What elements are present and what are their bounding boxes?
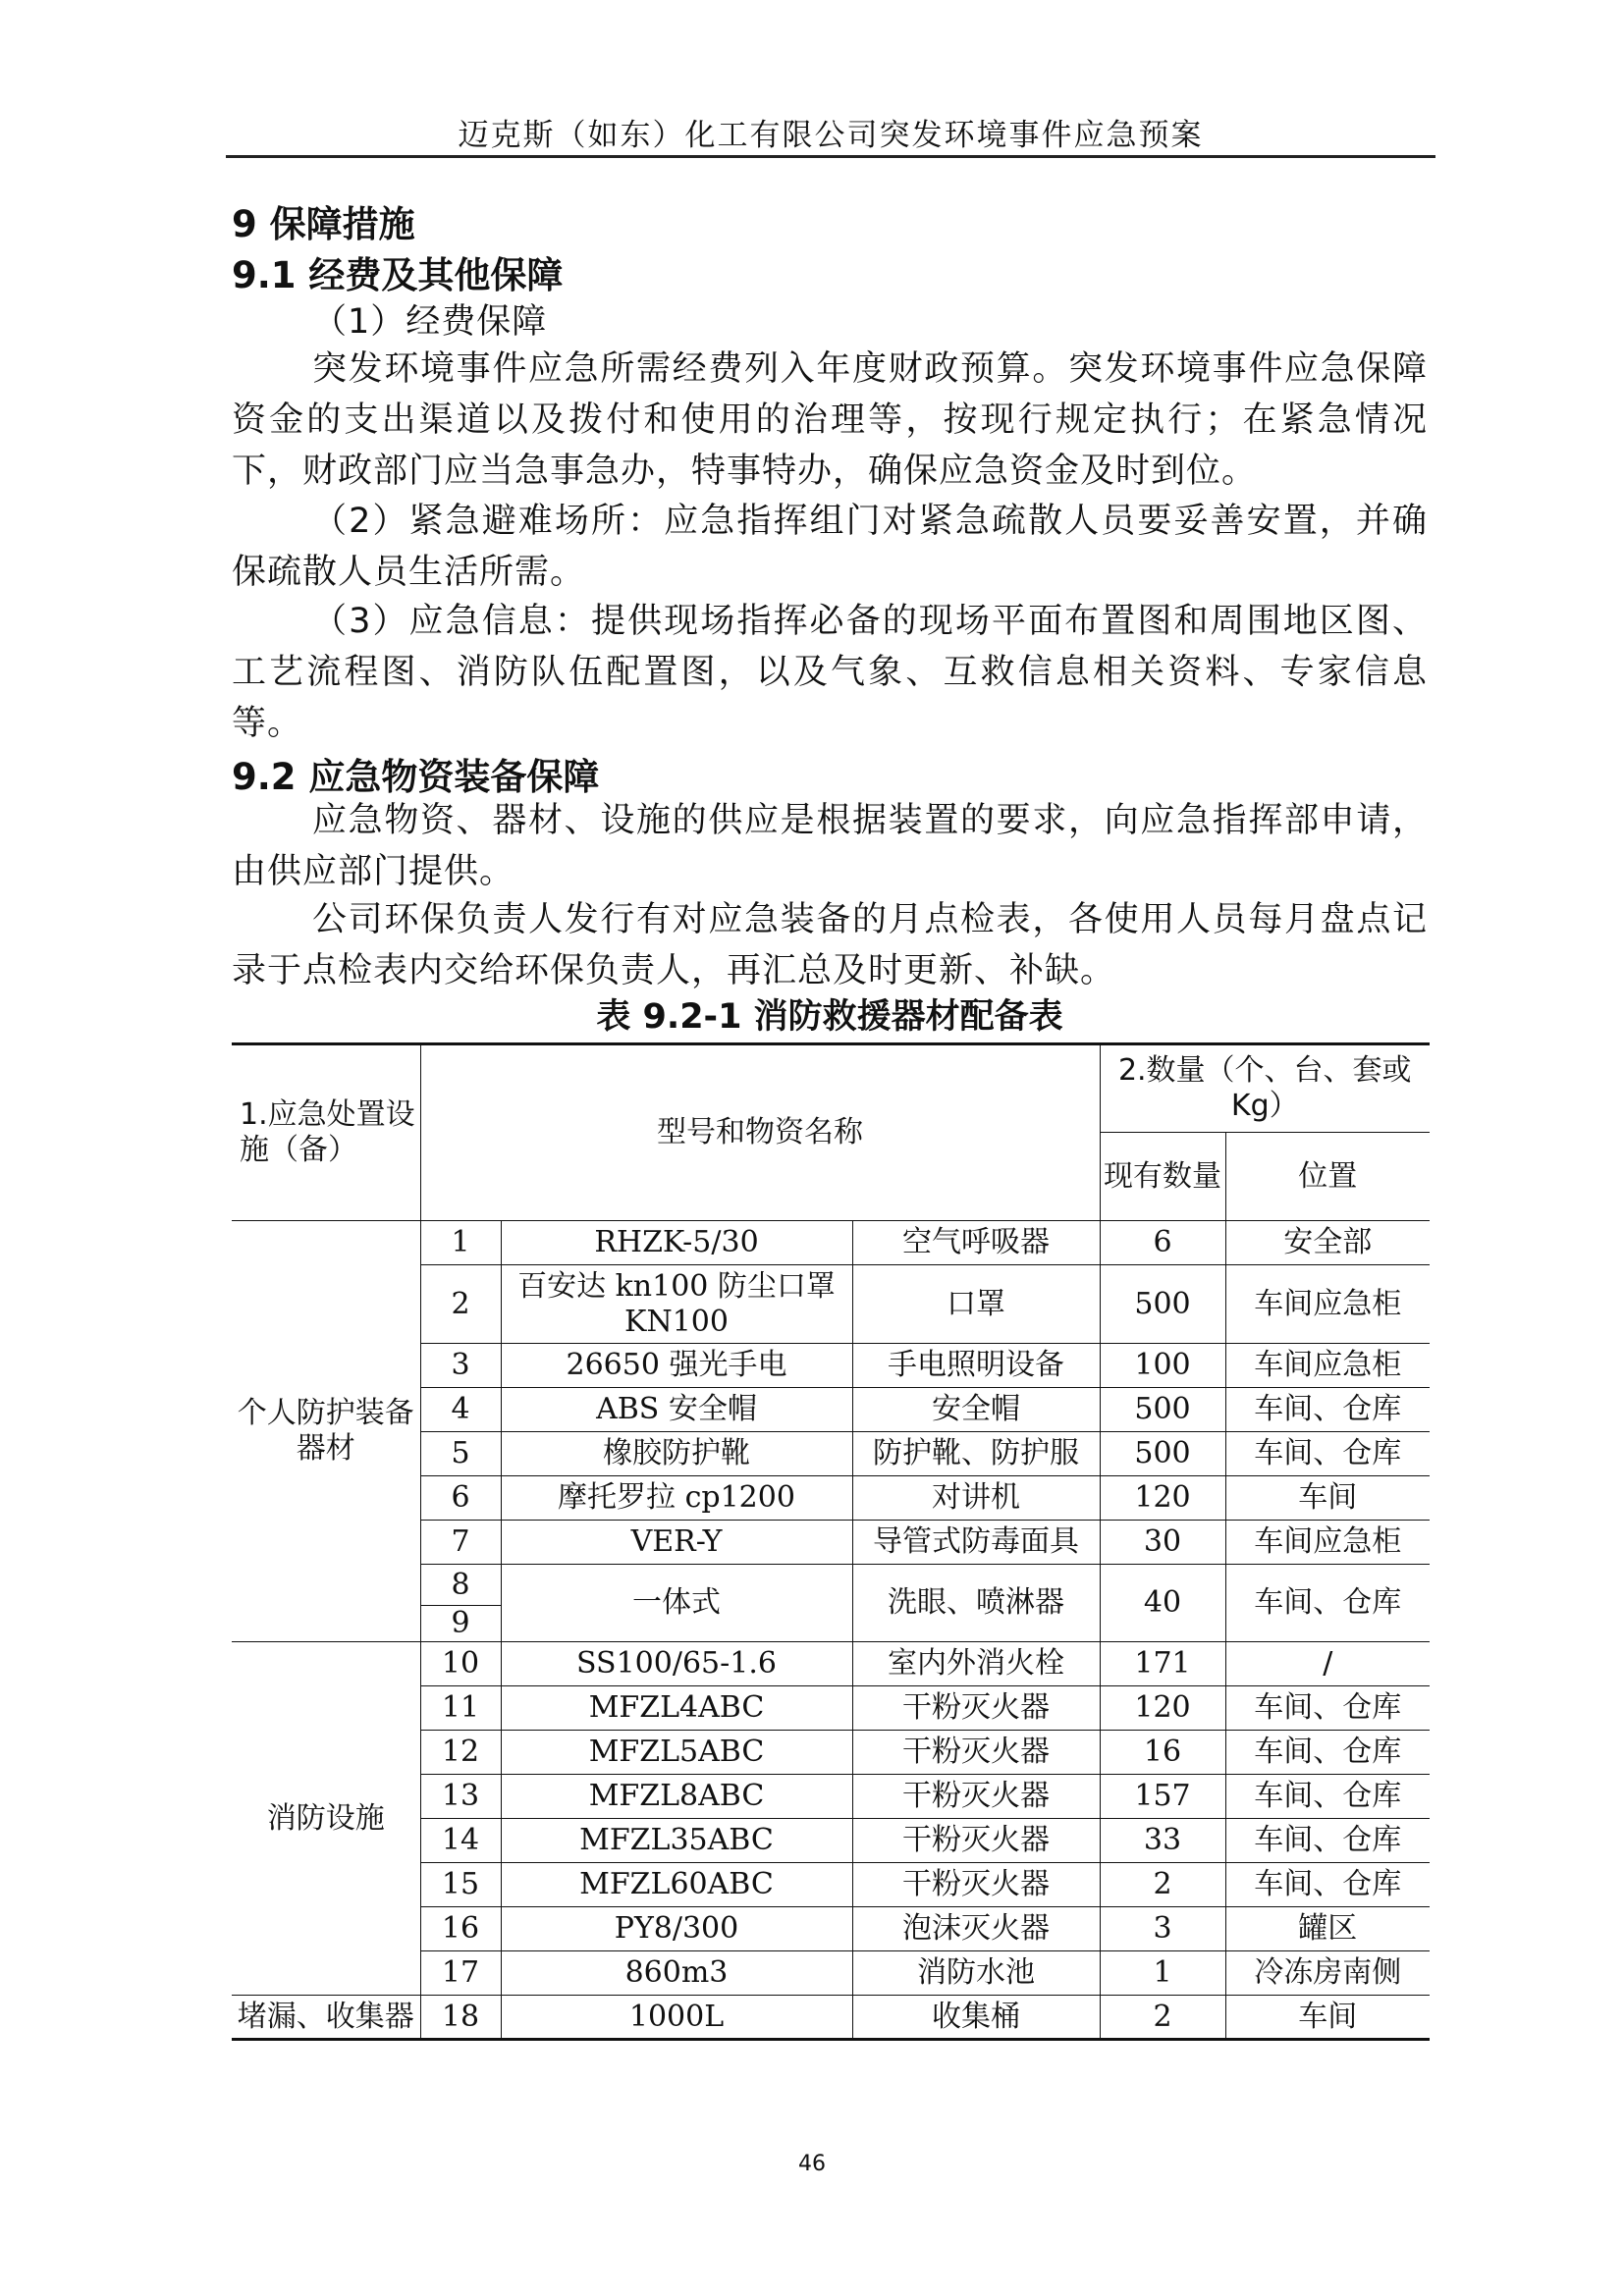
row-model: RHZK-5/30 bbox=[501, 1221, 852, 1265]
row-item: 洗眼、喷淋器 bbox=[852, 1565, 1100, 1642]
table-caption: 表 9.2-1 消防救援器材配备表 bbox=[596, 997, 1063, 1037]
paragraph-funding: 突发环境事件应急所需经费列入年度财政预算。突发环境事件应急保障资金的支出渠道以及拨付和使用的治理等，按现行规定执行；在紧急情况下，财政部门应当急事急办，特事特办，确保应急资金及时到位。 bbox=[232, 349, 1428, 491]
row-no: 6 bbox=[420, 1476, 501, 1521]
subsection-heading-9-2: 9.2 应急物资装备保障 bbox=[232, 756, 600, 798]
row-location: 安全部 bbox=[1225, 1221, 1430, 1265]
row-qty: 171 bbox=[1100, 1642, 1225, 1686]
header-rule bbox=[226, 155, 1435, 158]
row-model: 860m3 bbox=[501, 1951, 852, 1996]
row-model: MFZL8ABC bbox=[501, 1775, 852, 1819]
row-location: 车间、仓库 bbox=[1225, 1686, 1430, 1731]
row-model: MFZL4ABC bbox=[501, 1686, 852, 1731]
row-no: 14 bbox=[420, 1819, 501, 1863]
row-no: 9 bbox=[420, 1606, 501, 1642]
table-header-row bbox=[232, 1044, 1430, 1133]
row-qty: 120 bbox=[1100, 1476, 1225, 1521]
row-qty: 2 bbox=[1100, 1863, 1225, 1907]
row-model: PY8/300 bbox=[501, 1907, 852, 1951]
row-qty: 120 bbox=[1100, 1686, 1225, 1731]
row-item: 干粉灭火器 bbox=[852, 1863, 1100, 1907]
row-no: 16 bbox=[420, 1907, 501, 1951]
row-model: 橡胶防护靴 bbox=[501, 1432, 852, 1476]
row-location: 车间、仓库 bbox=[1225, 1731, 1430, 1775]
row-item: 收集桶 bbox=[852, 1996, 1100, 2040]
row-item: 消防水池 bbox=[852, 1951, 1100, 1996]
row-no: 15 bbox=[420, 1863, 501, 1907]
header-current-qty: 现有数量 bbox=[1100, 1133, 1225, 1221]
row-no: 4 bbox=[420, 1388, 501, 1432]
header-location: 位置 bbox=[1225, 1133, 1430, 1221]
row-model: 26650 强光手电 bbox=[501, 1344, 852, 1388]
row-qty: 16 bbox=[1100, 1731, 1225, 1775]
row-item: 导管式防毒面具 bbox=[852, 1521, 1100, 1565]
row-qty: 2 bbox=[1100, 1996, 1225, 2040]
item-1-title: （1）经费保障 bbox=[312, 302, 548, 342]
row-location: 车间应急柜 bbox=[1225, 1344, 1430, 1388]
row-model: SS100/65-1.6 bbox=[501, 1642, 852, 1686]
equipment-table bbox=[232, 1042, 1430, 2041]
row-item: 口罩 bbox=[852, 1265, 1100, 1344]
header-facility: 1.应急处置设施（备） bbox=[232, 1044, 420, 1221]
row-no: 2 bbox=[420, 1265, 501, 1344]
row-qty: 40 bbox=[1100, 1565, 1225, 1642]
row-qty: 500 bbox=[1100, 1265, 1225, 1344]
row-model: MFZL35ABC bbox=[501, 1819, 852, 1863]
row-no: 17 bbox=[420, 1951, 501, 1996]
row-qty: 500 bbox=[1100, 1388, 1225, 1432]
row-location: 车间应急柜 bbox=[1225, 1265, 1430, 1344]
row-no: 10 bbox=[420, 1642, 501, 1686]
row-location: / bbox=[1225, 1642, 1430, 1686]
row-location: 车间、仓库 bbox=[1225, 1388, 1430, 1432]
section-heading: 9 保障措施 bbox=[232, 203, 415, 245]
group-leak-collection: 堵漏、收集器 bbox=[232, 1996, 420, 2040]
row-model: 摩托罗拉 cp1200 bbox=[501, 1476, 852, 1521]
table-row bbox=[232, 1642, 1430, 1686]
row-no: 7 bbox=[420, 1521, 501, 1565]
header-quantity-group: 2.数量（个、台、套或Kg） bbox=[1100, 1044, 1430, 1133]
row-model: MFZL60ABC bbox=[501, 1863, 852, 1907]
row-location: 车间应急柜 bbox=[1225, 1521, 1430, 1565]
row-qty: 157 bbox=[1100, 1775, 1225, 1819]
row-model: 百安达 kn100 防尘口罩 KN100 bbox=[501, 1265, 852, 1344]
page-number: 46 bbox=[798, 2152, 826, 2176]
table-row bbox=[232, 1996, 1430, 2040]
row-location: 车间、仓库 bbox=[1225, 1819, 1430, 1863]
row-qty: 6 bbox=[1100, 1221, 1225, 1265]
row-item: 手电照明设备 bbox=[852, 1344, 1100, 1388]
row-item: 防护靴、防护服 bbox=[852, 1432, 1100, 1476]
row-model: VER-Y bbox=[501, 1521, 852, 1565]
row-location: 车间 bbox=[1225, 1996, 1430, 2040]
header-name: 型号和物资名称 bbox=[420, 1044, 1100, 1221]
row-model: MFZL5ABC bbox=[501, 1731, 852, 1775]
row-item: 空气呼吸器 bbox=[852, 1221, 1100, 1265]
row-model: 1000L bbox=[501, 1996, 852, 2040]
row-item: 室内外消火栓 bbox=[852, 1642, 1100, 1686]
row-item: 安全帽 bbox=[852, 1388, 1100, 1432]
row-location: 车间 bbox=[1225, 1476, 1430, 1521]
paragraph-shelter: （2）紧急避难场所：应急指挥组门对紧急疏散人员要妥善安置，并确保疏散人员生活所需。 bbox=[232, 502, 1428, 592]
row-item: 干粉灭火器 bbox=[852, 1775, 1100, 1819]
row-no: 13 bbox=[420, 1775, 501, 1819]
row-no: 18 bbox=[420, 1996, 501, 2040]
paragraph-info: （3）应急信息：提供现场指挥必备的现场平面布置图和周围地区图、工艺流程图、消防队伍配置图，以及气象、互救信息相关资料、专家信息等。 bbox=[232, 602, 1428, 743]
table-row bbox=[232, 1221, 1430, 1265]
row-location: 车间、仓库 bbox=[1225, 1863, 1430, 1907]
row-location: 罐区 bbox=[1225, 1907, 1430, 1951]
row-qty: 500 bbox=[1100, 1432, 1225, 1476]
row-qty: 3 bbox=[1100, 1907, 1225, 1951]
row-location: 车间、仓库 bbox=[1225, 1432, 1430, 1476]
row-no: 11 bbox=[420, 1686, 501, 1731]
row-qty: 1 bbox=[1100, 1951, 1225, 1996]
row-item: 泡沫灭火器 bbox=[852, 1907, 1100, 1951]
document-header: 迈克斯（如东）化工有限公司突发环境事件应急预案 bbox=[458, 118, 1204, 153]
row-item: 对讲机 bbox=[852, 1476, 1100, 1521]
row-qty: 33 bbox=[1100, 1819, 1225, 1863]
paragraph-inspection: 公司环保负责人发行有对应急装备的月点检表，各使用人员每月盘点记录于点检表内交给环保负责人，再汇总及时更新、补缺。 bbox=[232, 900, 1428, 990]
row-no: 3 bbox=[420, 1344, 501, 1388]
row-item: 干粉灭火器 bbox=[852, 1819, 1100, 1863]
row-qty: 30 bbox=[1100, 1521, 1225, 1565]
row-no: 12 bbox=[420, 1731, 501, 1775]
row-item: 干粉灭火器 bbox=[852, 1731, 1100, 1775]
row-no: 1 bbox=[420, 1221, 501, 1265]
group-fire-facilities: 消防设施 bbox=[232, 1642, 420, 1996]
row-no: 8 bbox=[420, 1565, 501, 1606]
row-no: 5 bbox=[420, 1432, 501, 1476]
row-item: 干粉灭火器 bbox=[852, 1686, 1100, 1731]
row-location: 冷冻房南侧 bbox=[1225, 1951, 1430, 1996]
group-personal-protection: 个人防护装备器材 bbox=[232, 1221, 420, 1642]
row-qty: 100 bbox=[1100, 1344, 1225, 1388]
row-model: 一体式 bbox=[501, 1565, 852, 1642]
row-model: ABS 安全帽 bbox=[501, 1388, 852, 1432]
row-location: 车间、仓库 bbox=[1225, 1775, 1430, 1819]
paragraph-supply: 应急物资、器材、设施的供应是根据装置的要求，向应急指挥部申请，由供应部门提供。 bbox=[232, 801, 1428, 891]
subsection-heading-9-1: 9.1 经费及其他保障 bbox=[232, 254, 564, 296]
row-location: 车间、仓库 bbox=[1225, 1565, 1430, 1642]
